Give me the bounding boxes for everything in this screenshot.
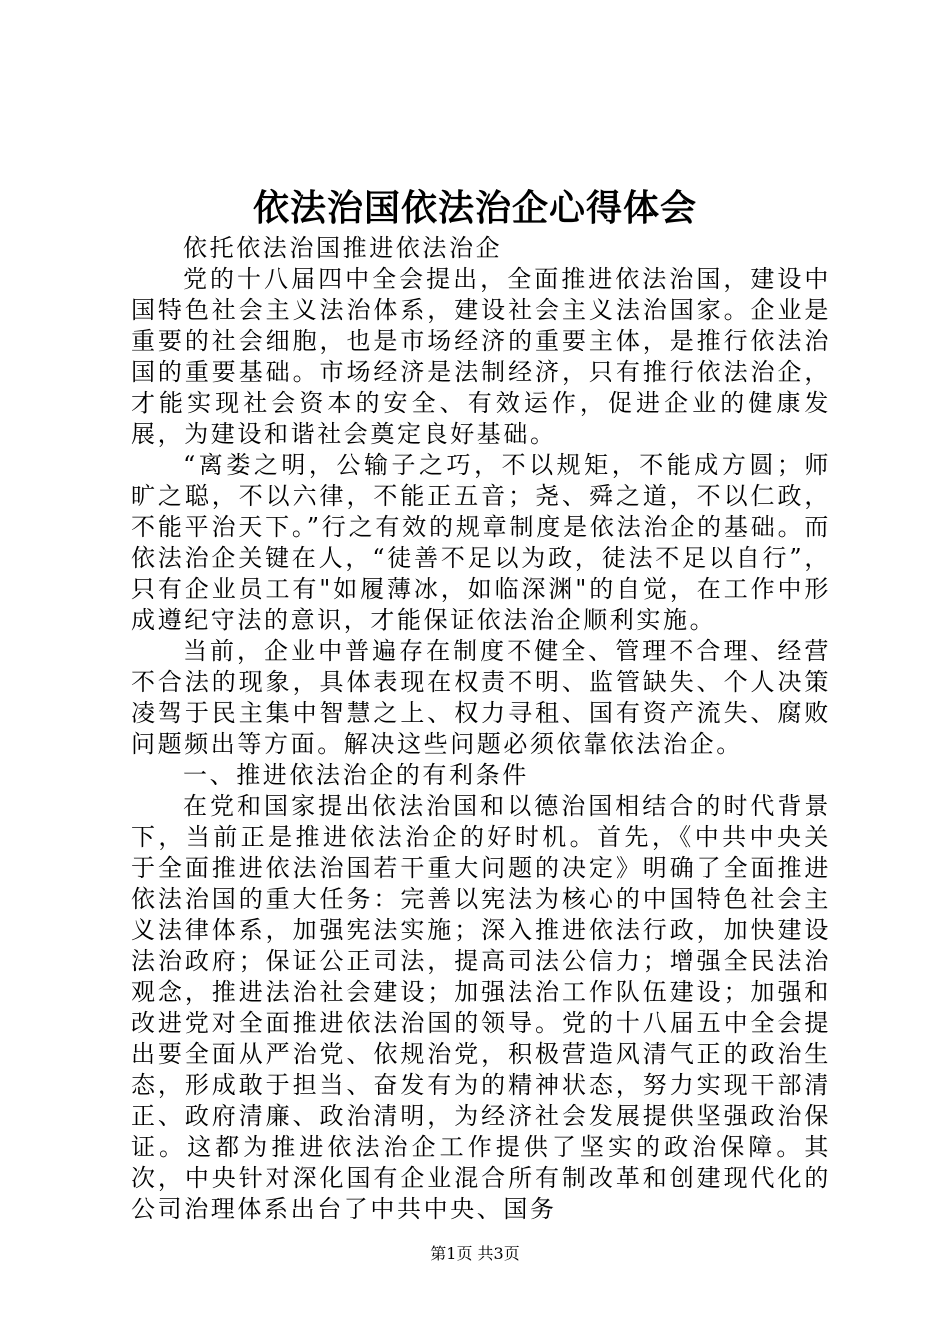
body-paragraph: 在党和国家提出依法治国和以德治国相结合的时代背景下，当前正是推进依法治企的好时机。首先，《中共中央关于全面推进依法治国若干重大问题的决定》明确了全面推进依法治国的重大任务：完善以宪法为核心的中国特色社会主义法律体系，加强宪法实施；深入推进依法行政，加快建设法治政府；保证公正司法，提高司法公信力；增强全民法治观念，推进法治社会建设；加强法治工作队伍建设；加强和改进党对全面推进依法治国的领导。党的十八届五中全会提出要全面从严治党、依规治党，积极营造风清气正的政治生态，形成敢于担当、奋发有为的精神状态，努力实现干部清正、政府清廉、政治清明，为经济社会发展提供坚强政治保证。这都为推进依法治企工作提供了坚实的政治保障。其次，中央针对深化国有企业混合所有制改革和创建现代化的公司治理体系出台了中共中央、国务 xyxy=(131,792,831,1223)
body-paragraph: 党的十八届四中全会提出，全面推进依法治国，建设中国特色社会主义法治体系，建设社会主义法治国家。企业是重要的社会细胞，也是市场经济的重要主体，是推行依法治国的重要基础。市场经济是法制经济，只有推行依法治企，才能实现社会资本的安全、有效运作，促进企业的健康发展，为建设和谐社会奠定良好基础。 xyxy=(131,265,831,448)
body-paragraph: “离娄之明，公输子之巧，不以规矩，不能成方圆；师旷之聪，不以六律，不能正五音；尧、舜之道，不以仁政，不能平治天下。”行之有效的规章制度是依法治企的基础。而依法治企关键在人，“徒善不足以为政，徒法不足以自行”，只有企业员工有"如履薄冰，如临深渊"的自觉，在工作中形成遵纪守法的意识，才能保证依法治企顺利实施。 xyxy=(131,451,831,634)
body-paragraph: 依托依法治国推进依法治企 xyxy=(183,234,503,262)
document-title: 依法治国依法治企心得体会 xyxy=(252,187,697,229)
page-number-footer: 第1页 共3页 xyxy=(430,1244,520,1263)
body-paragraph: 当前，企业中普遍存在制度不健全、管理不合理、经营不合法的现象，具体表现在权责不明、监管缺失、个人决策凌驾于民主集中智慧之上、权力寻租、国有资产流失、腐败问题频出等方面。解决这些问题必须依靠依法治企。 xyxy=(131,637,831,758)
section-heading: 一、推进依法治企的有利条件 xyxy=(183,761,529,789)
document-body xyxy=(131,233,831,1225)
